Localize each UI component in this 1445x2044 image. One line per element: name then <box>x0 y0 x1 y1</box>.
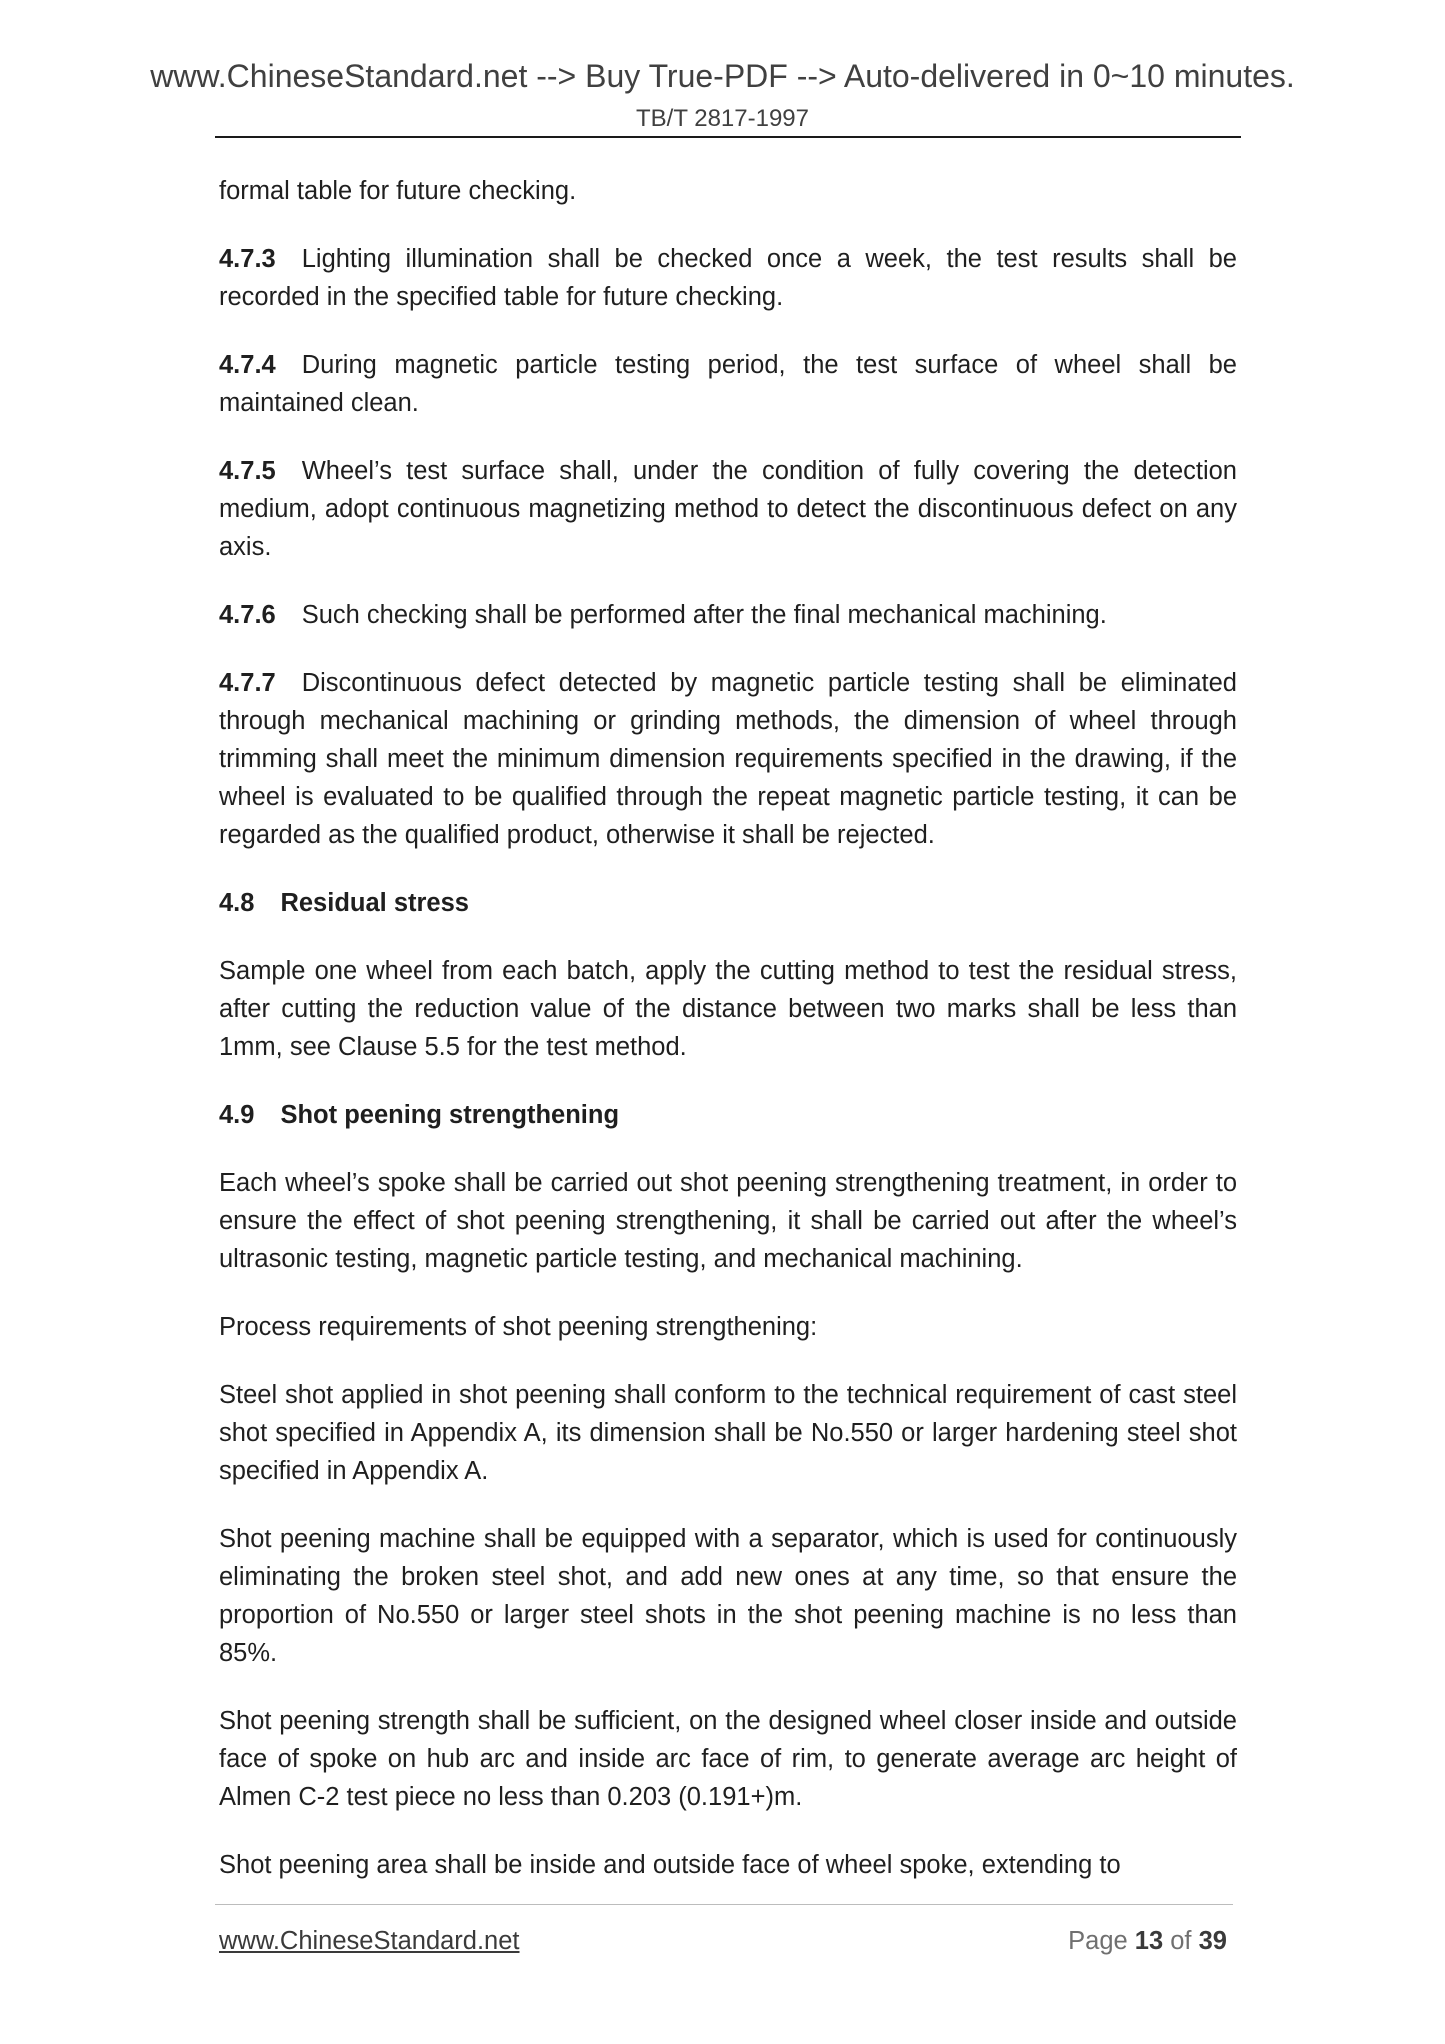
page-word: Page <box>1068 1927 1128 1955</box>
page-current: 13 <box>1134 1927 1164 1955</box>
footer-divider <box>215 1904 1233 1905</box>
clause-4-7-7 <box>219 664 1237 854</box>
paragraph-shot-peening-5: Shot peening strength shall be sufficient, on the designed wheel closer inside and outside face of spoke on hub arc and inside arc face of rim, to generate average arc height of Almen C-2 test piece no less than 0.203 (0.191+)m. <box>219 1707 1237 1811</box>
paragraph-shot-peening-4: Shot peening machine shall be equipped with a separator, which is used for continuously eliminating the broken steel shot, and add new ones at any time, so that ensure the proportion of No.550 or larger steel shots in the shot peening machine is no less than 85%. <box>219 1525 1237 1667</box>
clause-number: 4.7.6 <box>219 601 276 629</box>
clause-4-7-6 <box>219 596 1237 634</box>
section-title: Residual stress <box>280 889 469 917</box>
clause-number: 4.7.4 <box>219 351 276 379</box>
paragraph-shot-peening-6: Shot peening area shall be inside and outside face of wheel spoke, extending to <box>219 1851 1121 1879</box>
section-title: Shot peening strengthening <box>280 1101 620 1129</box>
paragraph-residual-stress: Sample one wheel from each batch, apply the cutting method to test the residual stress, after cutting the reduction value of the distance between two marks shall be less than 1mm, see Clause 5.5 for the test method. <box>219 957 1237 1061</box>
clause-number: 4.7.5 <box>219 457 276 485</box>
clause-text: Lighting illumination shall be checked once a week, the test results shall be recorded in the specified table for future checking. <box>219 245 1237 311</box>
clause-text: Discontinuous defect detected by magnetic particle testing shall be eliminated through mechanical machining or grinding methods, the dimension of wheel through trimming shall meet the minimum dimension requirements specified in the drawing, if the wheel is evaluated to be qualified through the repeat magnetic particle testing, it can be regarded as the qualified product, otherwise it shall be rejected. <box>219 669 1237 849</box>
section-heading-4-8 <box>219 884 1237 922</box>
section-number: 4.9 <box>219 1101 255 1129</box>
clause-number: 4.7.3 <box>219 245 276 273</box>
paragraph-shot-peening-2: Process requirements of shot peening strengthening: <box>219 1313 818 1341</box>
clause-text: Such checking shall be performed after the final mechanical machining. <box>301 601 1107 629</box>
page-content <box>219 172 1237 1914</box>
clause-4-7-4 <box>219 346 1237 422</box>
paragraph-continued: formal table for future checking. <box>219 177 577 205</box>
clause-number: 4.7.7 <box>219 669 276 697</box>
header-banner[interactable]: www.ChineseStandard.net --> Buy True-PDF --> Auto-delivered in 0~10 minutes. <box>150 58 1295 94</box>
section-heading-4-9 <box>219 1096 1237 1134</box>
clause-4-7-3 <box>219 240 1237 316</box>
paragraph-shot-peening-1: Each wheel’s spoke shall be carried out shot peening strengthening treatment, in order to ensure the effect of shot peening strengthening, it shall be carried out after the wheel’s ultrasonic testing, magnetic particle testing, and mechanical machining. <box>219 1169 1237 1273</box>
page-number <box>1068 1924 1227 1958</box>
clause-text: During magnetic particle testing period, the test surface of wheel shall be maintained clean. <box>219 351 1237 417</box>
clause-text: Wheel’s test surface shall, under the condition of fully covering the detection medium, adopt continuous magnetizing method to detect the discontinuous defect on any axis. <box>219 457 1237 561</box>
clause-4-7-5 <box>219 452 1237 566</box>
document-code: TB/T 2817-1997 <box>635 105 809 132</box>
footer-site-link[interactable]: www.ChineseStandard.net <box>219 1927 520 1955</box>
page-total: 39 <box>1198 1927 1227 1955</box>
section-number: 4.8 <box>219 889 255 917</box>
header-divider <box>215 136 1241 138</box>
paragraph-shot-peening-3: Steel shot applied in shot peening shall conform to the technical requirement of cast steel shot specified in Appendix A, its dimension shall be No.550 or larger hardening steel shot specified in Appendix A. <box>219 1381 1237 1485</box>
page-of: of <box>1170 1927 1192 1955</box>
